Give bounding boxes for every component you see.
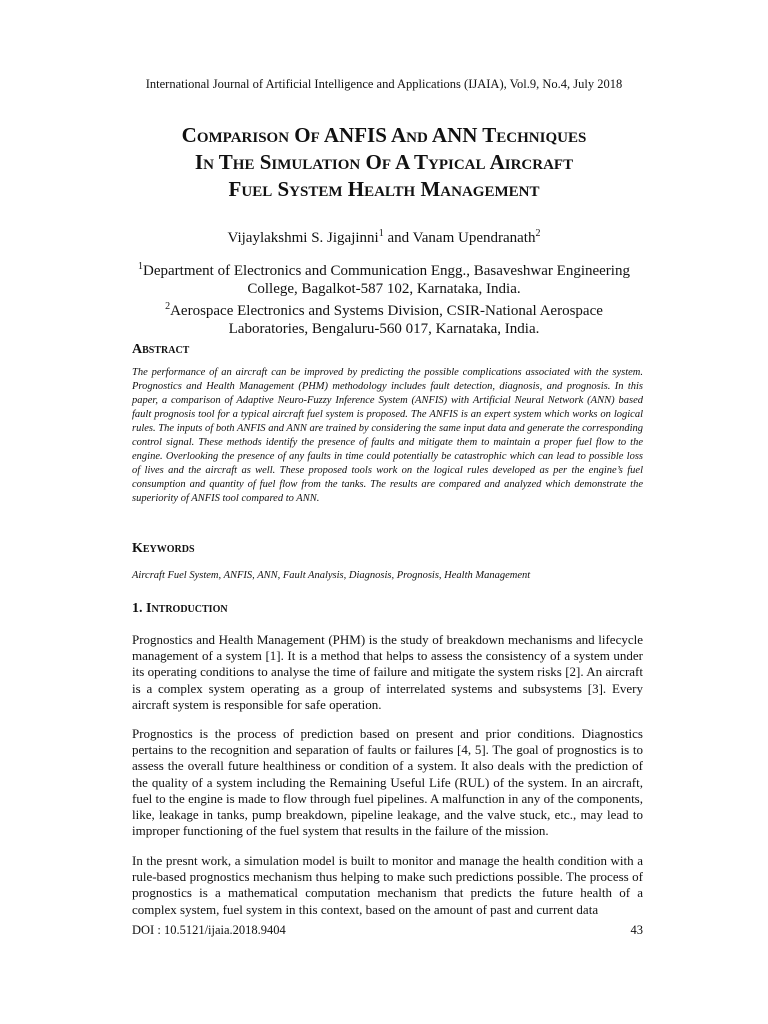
author-2-sup: 2 bbox=[535, 228, 541, 239]
affiliation-1-sup: 1 bbox=[138, 261, 144, 272]
affiliation-2-sup: 2 bbox=[165, 301, 171, 312]
keywords-heading: Keywords bbox=[132, 541, 195, 556]
author-list bbox=[0, 225, 768, 247]
footer-doi: DOI : 10.5121/ijaia.2018.9404 bbox=[132, 923, 286, 937]
title-line-3: Fuel System Health Management bbox=[228, 177, 540, 201]
author-1-sup: 1 bbox=[378, 228, 384, 239]
author-1: Vijaylakshmi S. Jigajinni bbox=[227, 230, 379, 246]
author-2: Vanam Upendranath bbox=[412, 230, 536, 246]
intro-paragraph-1: Prognostics and Health Management (PHM) is the study of breakdown mechanisms and lifecycle management of a system [1]. It is a method that helps to assess the consistency of a system under its operating conditions to analyse the time of failure and mitigate the system risks [2]. An aircraft is a complex system operating as a group of interrelated systems and subsystems [3]. Every aircraft system is responsible for safe operation. bbox=[132, 632, 643, 712]
footer-page-number: 43 bbox=[630, 923, 643, 937]
affiliation-2-line-1: $^2$Aerospace Electronics and Systems Division, CSIR-National Aerospace bbox=[165, 301, 603, 319]
paper-title bbox=[0, 122, 768, 203]
intro-paragraph-3: In the presnt work, a simulation model is built to monitor and manage the health condition with a rule-based prognostics mechanism thus helping to make such predictions possible. The process of prognostics is a mathematical computation mechanism that predicts the future health of a complex system, fuel system in this context, based on the amount of past and current data bbox=[132, 853, 643, 917]
author-connector: and bbox=[383, 230, 413, 246]
abstract-heading: Abstract bbox=[132, 342, 190, 357]
running-header: International Journal of Artificial Intelligence and Applications (IJAIA), Vol.9, No.4, July 2018 bbox=[145, 77, 623, 91]
keywords-text: Aircraft Fuel System, ANFIS, ANN, Fault Analysis, Diagnosis, Prognosis, Health Management bbox=[132, 570, 531, 581]
affiliation-1-line-2: College, Bagalkot-587 102, Karnataka, India. bbox=[247, 281, 521, 297]
abstract-text: The performance of an aircraft can be improved by predicting the possible complications associated with the system. Prognostics and Health Management (PHM) methodology includes fault detection, diagnosis, and prognosis. In this paper, a comparison of Adaptive Neuro-Fuzzy Inference System (ANFIS) with Artificial Neural Network (ANN) based fault prognosis tool for a typical aircraft fuel system is proposed. The ANFIS is an expert system which works on logical rules. The inputs of both ANFIS and ANN are trained by considering the same input data and generate the corresponding control signal. These methods identify the presence of faults and mitigate them to maintain a proper fuel flow to the engine. Overlooking the presence of any faults in time could potentially be catastrophic which can lead to possible loss of lives and the aircraft as well. These proposed tools work on the logical rules developed as per the engine’s fuel consumption and quantity of fuel flow from the tanks. The results are compared and analyzed which demonstrate the superiority of ANFIS tool compared to ANN. bbox=[132, 367, 643, 504]
title-line-1: Comparison Of ANFIS And ANN Techniques bbox=[181, 123, 587, 147]
affiliations bbox=[0, 258, 768, 338]
affiliation-1-line-1: $^1$Department of Electronics and Communication Engg., Basaveshwar Engineering bbox=[138, 261, 630, 279]
intro-paragraph-2: Prognostics is the process of prediction based on present and prior conditions. Diagnostics pertains to the recognition and separation of faults or failures [4, 5]. The goal of prognostics is to assess the overall future healthiness or condition of a system. It also deals with the prediction of the quality of a system including the Remaining Useful Life (RUL) of the system. In an aircraft, fuel to the engine is made to flow through fuel pipelines. A malfunction in any of the components, like, leakage in tanks, pump breakdown, pipeline leakage, and the valve stuck, etc., may lead to improper functioning of the fuel system that results in the failure of the mission. bbox=[132, 726, 643, 839]
affiliation-2-line-2: Laboratories, Bengaluru-560 017, Karnataka, India. bbox=[228, 321, 540, 337]
title-line-2: In The Simulation Of A Typical Aircraft bbox=[194, 150, 574, 174]
introduction-heading: 1. Introduction bbox=[132, 601, 228, 616]
